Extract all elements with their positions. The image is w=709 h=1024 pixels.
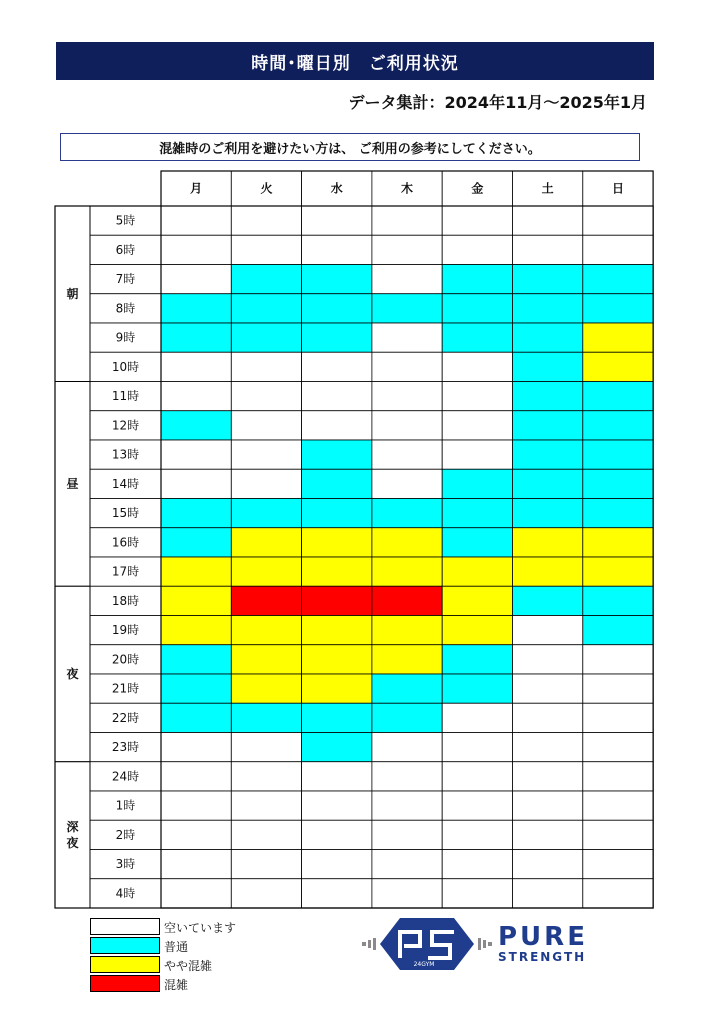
heatmap-cell [513, 645, 583, 674]
heatmap-cell [513, 879, 583, 908]
heatmap-cell [513, 235, 583, 264]
heatmap-cell [442, 850, 512, 879]
heatmap-cell [513, 499, 583, 528]
heatmap-cell [372, 820, 442, 849]
heatmap-cell [231, 294, 301, 323]
hour-label: 6時 [115, 242, 136, 257]
data-period: データ集計：2024年11月～2025年1月 [348, 93, 647, 112]
heatmap-cell [513, 382, 583, 411]
heatmap-cell [583, 411, 653, 440]
hour-label: 5時 [115, 213, 136, 228]
heatmap-cell [302, 733, 372, 762]
heatmap-cell [231, 440, 301, 469]
heatmap-cell [583, 645, 653, 674]
heatmap-cell [513, 850, 583, 879]
heatmap-cell [231, 762, 301, 791]
heatmap-cell [372, 616, 442, 645]
heatmap-cell [161, 645, 231, 674]
heatmap-cell [302, 791, 372, 820]
heatmap-cell [583, 674, 653, 703]
heatmap-cell [583, 616, 653, 645]
heatmap-cell [372, 528, 442, 557]
heatmap-cell [302, 323, 372, 352]
heatmap-cell [583, 323, 653, 352]
legend-label: 普通 [164, 940, 189, 954]
day-header-label: 水 [330, 181, 343, 196]
heatmap-cell [231, 616, 301, 645]
heatmap-cell [372, 586, 442, 615]
heatmap-cell [513, 440, 583, 469]
heatmap-cell [161, 440, 231, 469]
heatmap-cell [513, 265, 583, 294]
heatmap-cell [231, 499, 301, 528]
heatmap-cell [513, 557, 583, 586]
heatmap-cell [302, 528, 372, 557]
hour-label: 16時 [111, 535, 140, 550]
heatmap-cell [161, 733, 231, 762]
heatmap-cell [231, 411, 301, 440]
heatmap-cell [513, 294, 583, 323]
heatmap-cell [372, 206, 442, 235]
hour-label: 2時 [115, 827, 136, 842]
heatmap-cell [231, 528, 301, 557]
heatmap-cell [513, 616, 583, 645]
day-header-label: 土 [541, 181, 554, 196]
heatmap-cell [161, 616, 231, 645]
heatmap-cell [513, 733, 583, 762]
heatmap-cell [231, 820, 301, 849]
heatmap-cell [372, 411, 442, 440]
heatmap-cell [442, 762, 512, 791]
pure-strength-logo [362, 918, 622, 970]
heatmap-cell [442, 499, 512, 528]
heatmap-cell [513, 206, 583, 235]
time-group-cell [55, 762, 90, 908]
heatmap-cell [442, 879, 512, 908]
heatmap-cell [231, 879, 301, 908]
heatmap-cell [161, 850, 231, 879]
heatmap-cell [302, 265, 372, 294]
hour-label: 17時 [111, 564, 140, 579]
heatmap-cell [302, 499, 372, 528]
heatmap-cell [161, 528, 231, 557]
heatmap-cell [231, 469, 301, 498]
heatmap-cell [302, 557, 372, 586]
heatmap-cell [161, 294, 231, 323]
heatmap-cell [161, 791, 231, 820]
heatmap-cell [302, 703, 372, 732]
legend-swatch-somewhat-busy [90, 956, 160, 973]
legend-item [90, 956, 290, 974]
heatmap-cell [161, 499, 231, 528]
heatmap-cell [161, 674, 231, 703]
heatmap-cell [161, 235, 231, 264]
heatmap-cell [161, 703, 231, 732]
heatmap-cell [442, 820, 512, 849]
heatmap-cell [583, 850, 653, 879]
hour-label: 8時 [115, 301, 136, 316]
heatmap-cell [372, 294, 442, 323]
heatmap-cell [302, 206, 372, 235]
heatmap-cell [442, 616, 512, 645]
heatmap-cell [442, 703, 512, 732]
heatmap-cell [302, 762, 372, 791]
logo-mark [362, 918, 492, 970]
heatmap-cell [372, 733, 442, 762]
heatmap-cell [583, 791, 653, 820]
heatmap-cell [161, 586, 231, 615]
legend-swatch-busy [90, 975, 160, 992]
heatmap-cell [372, 265, 442, 294]
heatmap-cell [302, 411, 372, 440]
heatmap-cell [372, 469, 442, 498]
heatmap-cell [161, 557, 231, 586]
heatmap-cell [231, 586, 301, 615]
heatmap-cell [372, 762, 442, 791]
heatmap-cell [583, 499, 653, 528]
heatmap-cell [231, 850, 301, 879]
heatmap-cell [161, 382, 231, 411]
hour-label: 21時 [111, 681, 140, 696]
heatmap-cell [372, 557, 442, 586]
heatmap-cell [372, 645, 442, 674]
heatmap-cell [372, 703, 442, 732]
notice-box: 混雑時のご利用を避けたい方は、 ご利用の参考にしてください。 [60, 133, 640, 161]
logo-mark-text: 24GYM [413, 961, 435, 968]
heatmap-cell [442, 528, 512, 557]
heatmap-cell [302, 469, 372, 498]
heatmap-cell [231, 352, 301, 381]
day-header-label: 金 [471, 181, 484, 196]
heatmap-cell [583, 879, 653, 908]
heatmap-cell [161, 411, 231, 440]
hour-label: 11時 [111, 389, 140, 404]
heatmap-cell [302, 352, 372, 381]
heatmap-cell [161, 469, 231, 498]
legend-swatch-empty [90, 918, 160, 935]
hour-label: 4時 [115, 886, 136, 901]
heatmap-cell [372, 235, 442, 264]
heatmap-cell [231, 645, 301, 674]
hour-label: 20時 [111, 652, 140, 667]
hour-label: 22時 [111, 710, 140, 725]
legend-label: 混雑 [164, 978, 189, 992]
heatmap-cell [161, 323, 231, 352]
day-header-label: 月 [190, 181, 203, 196]
hour-label: 10時 [111, 359, 140, 374]
heatmap-cell [302, 645, 372, 674]
heatmap-cell [442, 352, 512, 381]
heatmap-cell [372, 323, 442, 352]
heatmap-cell [583, 703, 653, 732]
legend-item [90, 937, 290, 955]
heatmap-cell [302, 674, 372, 703]
heatmap-cell [513, 323, 583, 352]
time-group-label: 昼 [66, 476, 79, 491]
heatmap-cell [161, 820, 231, 849]
heatmap-cell [583, 235, 653, 264]
heatmap-cell [372, 850, 442, 879]
hour-label: 14時 [111, 476, 140, 491]
heatmap-cell [442, 440, 512, 469]
heatmap-cell [442, 265, 512, 294]
heatmap-cell [583, 586, 653, 615]
heatmap-cell [442, 645, 512, 674]
heatmap-cell [442, 557, 512, 586]
heatmap-cell [372, 879, 442, 908]
heatmap-cell [442, 586, 512, 615]
heatmap-cell [302, 586, 372, 615]
heatmap-cell [513, 820, 583, 849]
hour-label: 12時 [111, 418, 140, 433]
day-header-label: 日 [611, 181, 624, 196]
heatmap-cell [442, 733, 512, 762]
heatmap-cell [442, 382, 512, 411]
heatmap-cell [161, 265, 231, 294]
heatmap-cell [513, 528, 583, 557]
heatmap-cell [583, 469, 653, 498]
brand-name: PURE [498, 922, 588, 952]
heatmap-cell [302, 850, 372, 879]
heatmap-cell [583, 733, 653, 762]
heatmap-cell [302, 440, 372, 469]
legend-item [90, 918, 290, 936]
heatmap-cell [513, 762, 583, 791]
day-header-label: 木 [401, 181, 414, 196]
heatmap-cell [372, 791, 442, 820]
heatmap-cell [231, 557, 301, 586]
brand-sub: STRENGTH [498, 950, 587, 964]
time-group-label: 夜 [66, 667, 79, 681]
heatmap-cell [442, 791, 512, 820]
heatmap-cell [161, 762, 231, 791]
hour-label: 13時 [111, 447, 140, 462]
heatmap-cell [231, 674, 301, 703]
heatmap-cell [583, 382, 653, 411]
time-group-label: 深 [66, 819, 79, 834]
heatmap-cell [231, 265, 301, 294]
heatmap-cell [302, 616, 372, 645]
heatmap-cell [513, 411, 583, 440]
hour-label: 18時 [111, 593, 140, 608]
hour-label: 23時 [111, 740, 140, 755]
hour-label: 9時 [115, 330, 136, 345]
heatmap-cell [161, 352, 231, 381]
hour-label: 24時 [111, 769, 140, 784]
heatmap-cell [583, 352, 653, 381]
heatmap-cell [231, 323, 301, 352]
heatmap-cell [583, 762, 653, 791]
time-group-label: 朝 [66, 286, 79, 301]
heatmap-cell [231, 382, 301, 411]
heatmap-cell [442, 206, 512, 235]
heatmap-cell [442, 411, 512, 440]
heatmap-cell [161, 206, 231, 235]
heatmap-cell [442, 469, 512, 498]
heatmap-cell [583, 820, 653, 849]
heatmap-cell [583, 206, 653, 235]
heatmap-cell [302, 235, 372, 264]
heatmap-cell [302, 820, 372, 849]
heatmap-cell [231, 791, 301, 820]
heatmap-cell [231, 733, 301, 762]
hour-label: 19時 [111, 623, 140, 638]
heatmap-cell [302, 879, 372, 908]
legend-label: 空いています [164, 921, 237, 935]
heatmap-cell [231, 703, 301, 732]
legend-label: やや混雑 [164, 959, 213, 973]
heatmap-cell [583, 557, 653, 586]
hour-label: 3時 [115, 857, 136, 872]
hour-label: 7時 [115, 272, 136, 287]
heatmap-cell [583, 440, 653, 469]
heatmap-cell [302, 382, 372, 411]
heatmap-cell [583, 528, 653, 557]
heatmap-cell [442, 235, 512, 264]
heatmap-cell [372, 382, 442, 411]
heatmap-cell [302, 294, 372, 323]
legend-item [90, 975, 290, 993]
time-group-label: 夜 [66, 835, 79, 850]
heatmap-cell [372, 440, 442, 469]
heatmap-cell [513, 703, 583, 732]
day-header-label: 火 [260, 181, 273, 196]
heatmap-cell [372, 499, 442, 528]
legend-swatch-normal [90, 937, 160, 954]
heatmap-cell [513, 674, 583, 703]
heatmap-cell [513, 586, 583, 615]
heatmap-cell [231, 206, 301, 235]
heatmap-cell [513, 791, 583, 820]
heatmap-cell [583, 265, 653, 294]
page-title: 時間･曜日別 ご利用状況 [56, 42, 654, 80]
heatmap-cell [442, 294, 512, 323]
heatmap-cell [372, 352, 442, 381]
heatmap-cell [161, 879, 231, 908]
heatmap-cell [442, 674, 512, 703]
heatmap-cell [513, 352, 583, 381]
heatmap-cell [231, 235, 301, 264]
heatmap-cell [583, 294, 653, 323]
heatmap-cell [442, 323, 512, 352]
heatmap-cell [513, 469, 583, 498]
heatmap-cell [372, 674, 442, 703]
hour-label: 15時 [111, 506, 140, 521]
hour-label: 1時 [115, 798, 136, 813]
